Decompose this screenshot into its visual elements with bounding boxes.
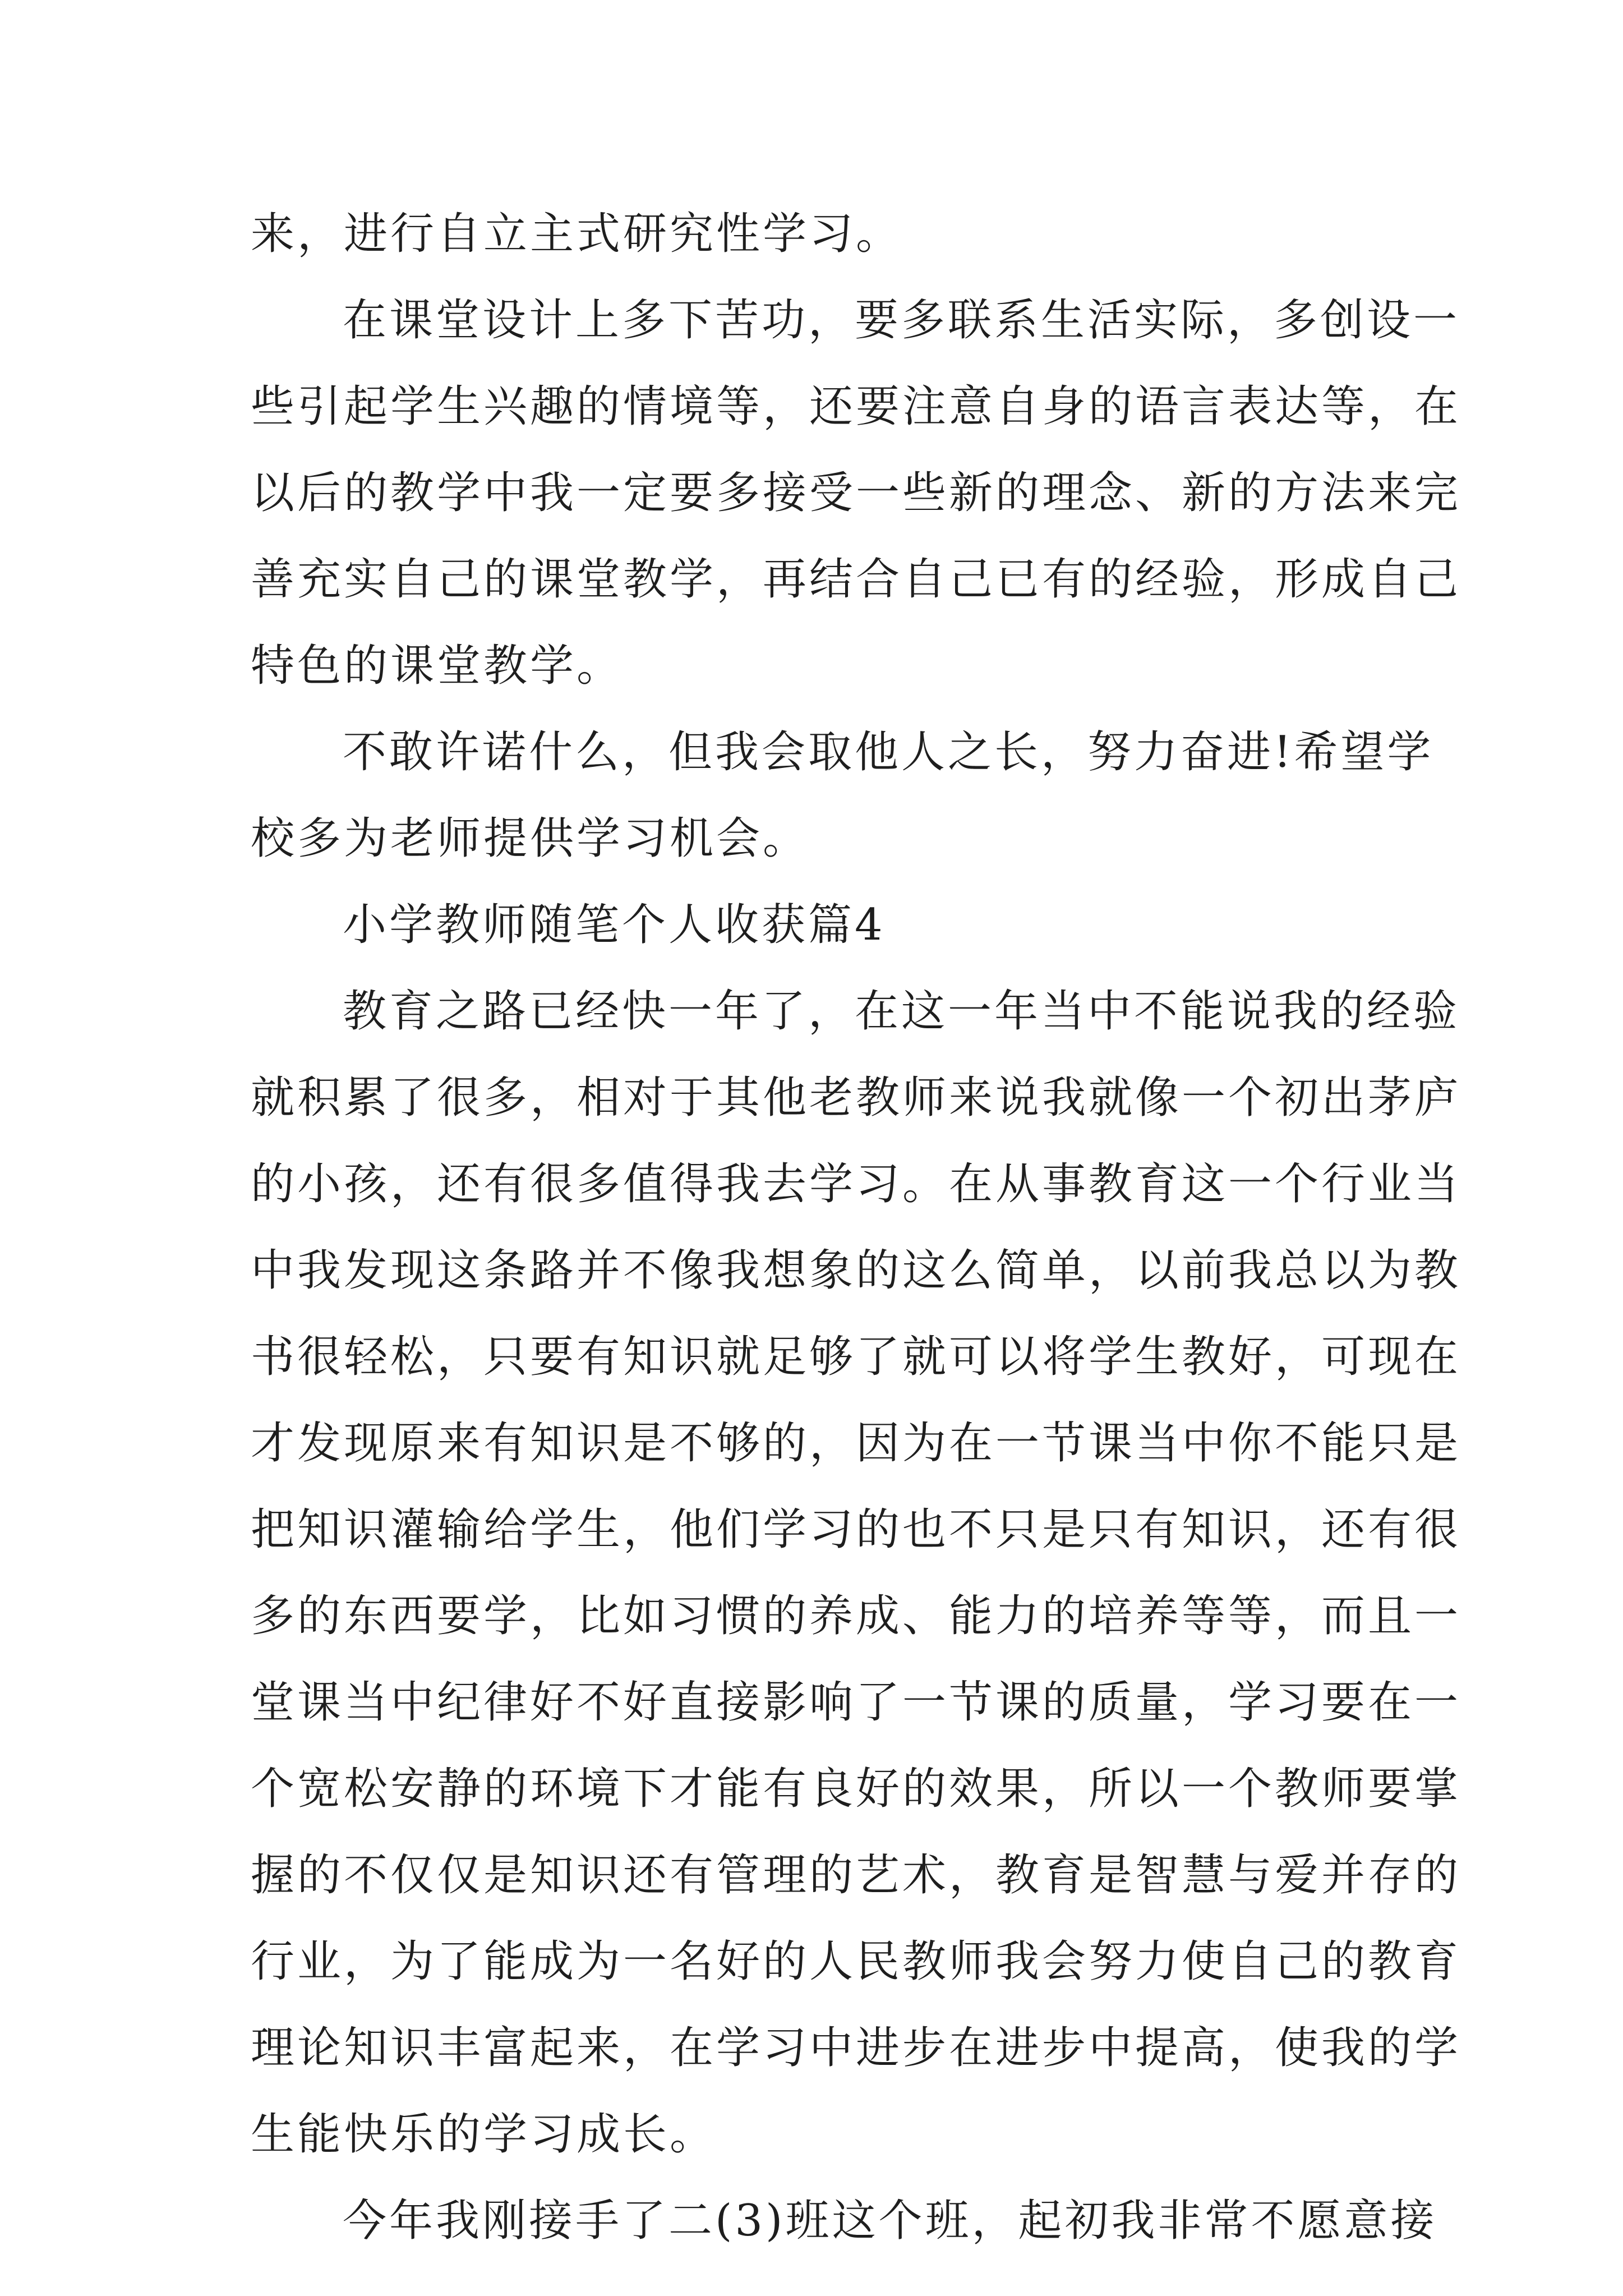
paragraph: [251, 709, 1434, 882]
text-line: 不敢许诺什么，但我会取他人之长，努力奋进!希望学: [343, 727, 1434, 777]
text-line: 校多为老师提供学习机会。: [251, 813, 810, 864]
text-line: 把知识灌输给学生，他们学习的也不只是只有知识，还有很: [251, 1504, 1461, 1555]
text-line: 在课堂设计上多下苦功，要多联系生活实际，多创设一: [343, 295, 1460, 346]
text-line: 善充实自己的课堂教学，再结合自己已有的经验，形成自己: [251, 554, 1461, 605]
text-line: 今年我刚接手了二(3)班这个班，起初我非常不愿意接: [343, 2196, 1437, 2246]
text-line: 就积累了很多，相对于其他老教师来说我就像一个初出茅庐: [251, 1073, 1461, 1123]
paragraph: [251, 277, 1461, 709]
text-line: 堂课当中纪律好不好直接影响了一节课的质量，学习要在一: [251, 1677, 1461, 1728]
document-body: [251, 191, 1461, 2264]
text-line: 行业，为了能成为一名好的人民教师我会努力使自己的教育: [251, 1936, 1461, 1987]
text-line: 特色的课堂教学。: [251, 641, 624, 691]
text-line: 多的东西要学，比如习惯的养成、能力的培养等等，而且一: [251, 1591, 1461, 1641]
text-line: 中我发现这条路并不像我想象的这么简单，以前我总以为教: [251, 1245, 1461, 1296]
text-line: 理论知识丰富起来，在学习中进步在进步中提高，使我的学: [251, 2023, 1461, 2073]
text-line: 些引起学生兴趣的情境等，还要注意自身的语言表达等，在: [251, 381, 1461, 432]
text-line: 生能快乐的学习成长。: [251, 2109, 717, 2160]
section-heading: [251, 882, 1384, 968]
text-line: 个宽松安静的环境下才能有良好的效果，所以一个教师要掌: [251, 1764, 1461, 1814]
heading-text: 小学教师随笔个人收获篇4: [343, 900, 886, 950]
paragraph: [251, 2178, 1437, 2264]
text-line: 书很轻松，只要有知识就足够了就可以将学生教好，可现在: [251, 1332, 1461, 1382]
text-line: 以后的教学中我一定要多接受一些新的理念、新的方法来完: [251, 468, 1461, 518]
paragraph: [251, 191, 1384, 277]
text-line: 才发现原来有知识是不够的，因为在一节课当中你不能只是: [251, 1418, 1461, 1469]
text-line: 来，进行自立主式研究性学习。: [251, 209, 903, 259]
text-line: 握的不仅仅是知识还有管理的艺术，教育是智慧与爱并存的: [251, 1850, 1461, 1901]
text-line: 的小孩，还有很多值得我去学习。在从事教育这一个行业当: [251, 1159, 1461, 1209]
text-line: 教育之路已经快一年了，在这一年当中不能说我的经验: [343, 986, 1460, 1037]
paragraph: [251, 968, 1461, 2178]
